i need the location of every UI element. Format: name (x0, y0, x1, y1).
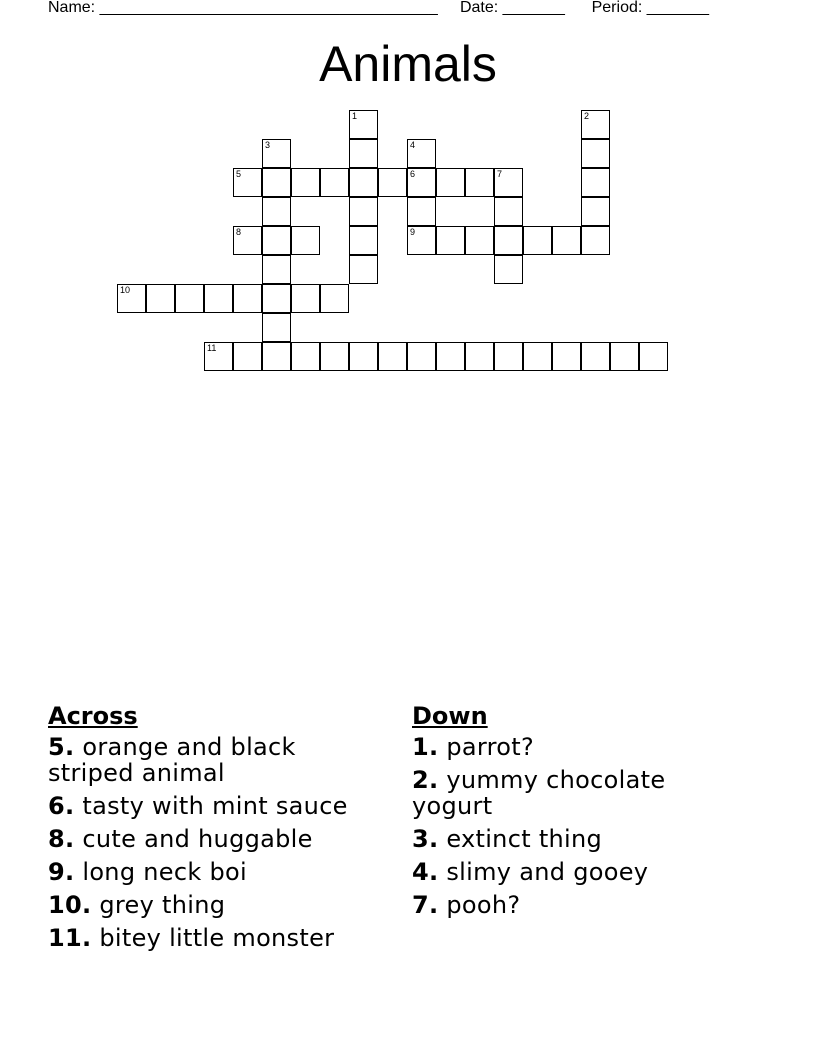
clue-down-7: 7. pooh? (412, 891, 521, 919)
grid-cell[interactable] (407, 226, 436, 255)
grid-cell[interactable] (523, 226, 552, 255)
grid-cell[interactable] (291, 168, 320, 197)
grid-cell[interactable] (233, 342, 262, 371)
cell-number: 7 (497, 169, 503, 179)
grid-cell[interactable] (407, 139, 436, 168)
grid-cell[interactable] (233, 226, 262, 255)
grid-cell[interactable] (175, 284, 204, 313)
grid-cell[interactable] (146, 284, 175, 313)
cell-number: 5 (236, 169, 242, 179)
clue-across-6: 6. tasty with mint sauce (48, 792, 348, 820)
grid-cell[interactable] (262, 342, 291, 371)
grid-cell[interactable] (233, 168, 262, 197)
grid-cell[interactable] (291, 226, 320, 255)
grid-cell[interactable] (436, 226, 465, 255)
grid-cell[interactable] (349, 139, 378, 168)
grid-cell[interactable] (291, 284, 320, 313)
grid-cell[interactable] (262, 284, 291, 313)
grid-cell[interactable] (349, 110, 378, 139)
grid-cell[interactable] (291, 342, 320, 371)
grid-cell[interactable] (262, 313, 291, 342)
name-field: Name: ______________________________________ (48, 0, 438, 16)
grid-cell[interactable] (581, 139, 610, 168)
clue-across-9: 9. long neck boi (48, 858, 247, 886)
grid-cell[interactable] (117, 284, 146, 313)
clue-across-11: 11. bitey little monster (48, 924, 335, 952)
grid-cell[interactable] (262, 139, 291, 168)
grid-cell[interactable] (552, 342, 581, 371)
cell-number: 9 (410, 227, 416, 237)
grid-cell[interactable] (320, 284, 349, 313)
grid-cell[interactable] (349, 197, 378, 226)
grid-cell[interactable] (262, 168, 291, 197)
cell-number: 3 (265, 140, 271, 150)
grid-cell[interactable] (581, 110, 610, 139)
down-clues (412, 702, 742, 925)
grid-cell[interactable] (233, 284, 262, 313)
grid-cell[interactable] (436, 342, 465, 371)
grid-cell[interactable] (581, 168, 610, 197)
grid-cell[interactable] (349, 226, 378, 255)
grid-cell[interactable] (378, 342, 407, 371)
grid-cell[interactable] (436, 168, 465, 197)
cell-number: 8 (236, 227, 242, 237)
grid-cell[interactable] (320, 342, 349, 371)
across-heading: Across (48, 702, 138, 730)
grid-cell[interactable] (610, 342, 639, 371)
grid-cell[interactable] (262, 226, 291, 255)
grid-cell[interactable] (494, 197, 523, 226)
grid-cell[interactable] (407, 168, 436, 197)
grid-cell[interactable] (552, 226, 581, 255)
clue-across-8: 8. cute and huggable (48, 825, 313, 853)
clue-down-4: 4. slimy and gooey (412, 858, 649, 886)
grid-cell[interactable] (523, 342, 552, 371)
down-heading: Down (412, 702, 488, 730)
grid-cell[interactable] (494, 255, 523, 284)
cell-number: 11 (207, 343, 217, 353)
cell-number: 6 (410, 169, 416, 179)
cell-number: 2 (584, 111, 590, 121)
grid-cell[interactable] (465, 168, 494, 197)
clue-down-2: 2. yummy chocolate yogurt (412, 766, 666, 820)
cell-number: 10 (120, 285, 131, 295)
grid-cell[interactable] (494, 342, 523, 371)
grid-cell[interactable] (407, 342, 436, 371)
across-clues (48, 702, 378, 958)
grid-cell[interactable] (349, 255, 378, 284)
cell-number: 4 (410, 140, 416, 150)
grid-cell[interactable] (378, 168, 407, 197)
grid-cell[interactable] (407, 197, 436, 226)
grid-cell[interactable] (581, 342, 610, 371)
clue-across-5: 5. orange and black striped animal (48, 733, 296, 787)
crossword-grid (0, 0, 816, 400)
clue-across-10: 10. grey thing (48, 891, 226, 919)
clue-down-3: 3. extinct thing (412, 825, 603, 853)
grid-cell[interactable] (204, 284, 233, 313)
grid-cell[interactable] (639, 342, 668, 371)
grid-cell[interactable] (581, 226, 610, 255)
page-title: Animals (319, 36, 497, 92)
grid-cell[interactable] (204, 342, 233, 371)
grid-cell[interactable] (349, 342, 378, 371)
grid-cell[interactable] (320, 168, 349, 197)
clue-down-1: 1. parrot? (412, 733, 535, 761)
grid-cell[interactable] (581, 197, 610, 226)
grid-cell[interactable] (494, 226, 523, 255)
cell-number: 1 (352, 111, 358, 121)
date-field: Date: _______ (459, 0, 565, 16)
grid-cell[interactable] (262, 255, 291, 284)
grid-cell[interactable] (465, 342, 494, 371)
grid-cell[interactable] (494, 168, 523, 197)
grid-cell[interactable] (465, 226, 494, 255)
grid-cell[interactable] (349, 168, 378, 197)
grid-cell[interactable] (262, 197, 291, 226)
period-field: Period: _______ (591, 0, 710, 16)
